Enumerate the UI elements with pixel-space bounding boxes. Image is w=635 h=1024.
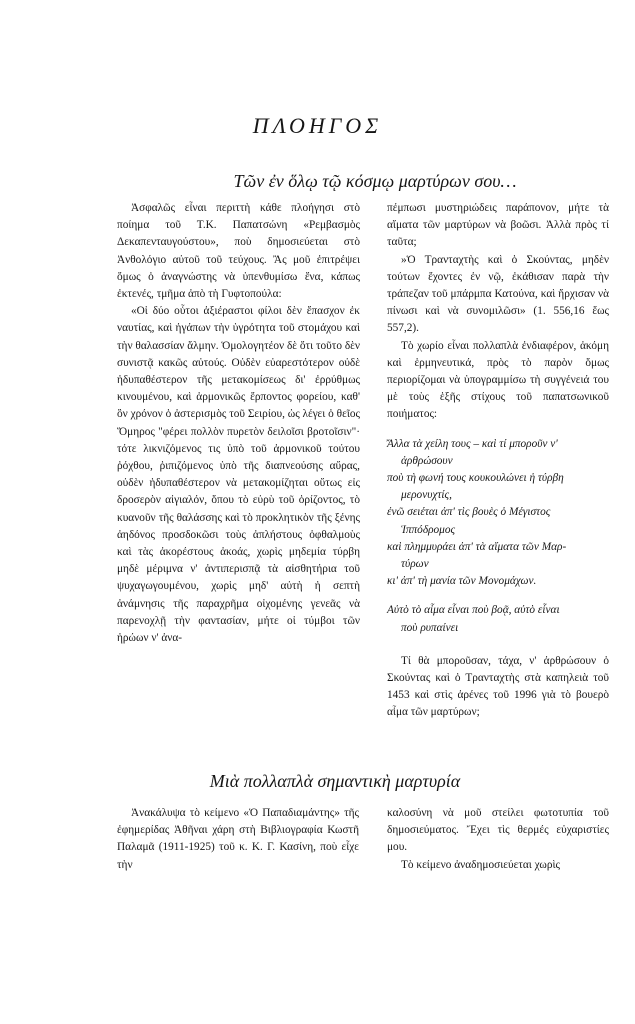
poem-line: ποὺ ρυπαίνει — [401, 621, 459, 634]
paragraph-discovery: Ἀνακάλυψα τὸ κείμενο «Ὁ Παπαδιαμάντης» τῆς ἐφημερίδας Ἀθῆναι χάρη στὴ Βιβλιογραφία Κωστῆ Παλαμᾶ (1911-1925) τοῦ κ. Κ. Γ. Κασίνη, ποὺ εἶχε τὴν — [117, 807, 359, 871]
poem-line: μερονυχτίς, — [401, 489, 452, 502]
column-left-top — [117, 200, 360, 647]
paragraph-quotation: «Οἱ δύο οὗτοι ἀξιέραστοι φίλοι δὲν ἔπασχον ἐκ ναυτίας, καὶ ἠγάπων τὴν ὑγρότητα τοῦ στομάχου καὶ τὴν θαλασσίαν ἅλμην. Ὁμολογητέον δὲ ὅτι τοῦτο δὲν συνιστᾷ κακῶς αὐτούς. Οὐδὲν εὐαρεστότερον οὐδὲ ἡδυπαθέστερον τῆς μετακομίσεως δι' ἐρρύθμως κινουμένου, καὶ ἁρμονικῶς ἕρποντος φορείου, καθ' ὃν χρόνον ὁ ἀστερισμὸς τοῦ Σειρίου, ὡς λέγει ὁ θεῖος Ὅμηρος "φέρει πολλὸν πυρετὸν δειλοῖσι βροτοῖσιν"· τότε λικνιζόμενος τις ὑπὸ τοῦ ἁρμονικοῦ τούτου ῥόχθου, ῥιπιζόμενος ὑπὸ τῆς διαπνεούσης αὔρας, οὐδὲν ἡδυπαθέστερον νὰ μετακομίζηται οὕτως εἰς δροσερὸν αἰγιαλόν, ὅπου τὸ εὐρὺ τοῦ ὁρίζοντος, τὸ κυανοῦν τῆς θαλάσσης καὶ τὸ προκλητικὸν τῆς ξένης ἀηδόνος προσδοκῶσι τοὺς ἀπλήστους ὀφθαλμοὺς καὶ τὰς ἀκορέστους ἀκοάς, χωρὶς μηδεμία τύρβη μηδὲ μέριμνα ν' ἀντιπερισπᾷ τὰ αἰσθητήρια τοῦ ψυχαγωγουμένου, χωρὶς μηδ' αὐτὴ ἡ σεπτὴ ἀνάμνησις τῆς παραχρῆμα οἰχομένης γενεᾶς νὰ παρενοχλῇ τὴν φαντασίαν, μήτε οἱ τύμβοι τῶν ἡρώων ν' ἀνα- — [117, 305, 360, 645]
poem-line: ποὺ τὴ φωνή τους κουκουλώνει ἡ τύρβη — [387, 472, 564, 485]
poem-line: καὶ πλημμυράει ἀπ' τὰ αἵματα τῶν Μαρ- — [387, 540, 567, 553]
poem-line: κι' ἀπ' τὴ μανία τῶν Μονομάχων. — [387, 575, 537, 588]
poem-line: ἀρθρώσουν — [401, 454, 453, 467]
section-title: ΠΛΟΗΓΟΣ — [252, 113, 383, 138]
paragraph-intro: Ἀσφαλῶς εἶναι περιττὴ κάθε πλοήγησι στὸ ποίημα τοῦ Τ.Κ. Παπατσώνη «Ρεμβασμὸς Δεκαπενταυγούστου», ποὺ δημοσιεύεται στὸ Ἀνθολόγιο αὐτοῦ τοῦ τεύχους. Ἂς μοῦ ἐπιτρέψει ὅμως ὁ ἀναγνώστης νὰ ὑπενθυμίσω ἕνα, κάπως ἐκτενές, τμῆμα ἀπὸ τὴ Γυφτοπούλα: — [117, 202, 360, 301]
poem-excerpt-1 — [387, 436, 609, 591]
poem-line: ἐνῶ σειέται ἀπ' τὶς βουὲς ὁ Μέγιστος — [387, 506, 551, 519]
paragraph-quotation-cont: πέμπωσι μυστηριώδεις παράπονον, μήτε τὰ αἵματα τῶν μαρτύρων νὰ βοῶσι. Ἀλλὰ πρὸς τί ταῦτα; — [387, 202, 609, 249]
paragraph-thanks: καλοσύνη νὰ μοῦ στείλει φωτοτυπία τοῦ δημοσιεύματος. Ἔχει τὶς θερμές εὐχαριστίες μου. — [387, 807, 609, 854]
poem-line: τύρων — [401, 558, 429, 571]
paragraph-commentary: Τὸ χωρίο εἶναι πολλαπλὰ ἐνδιαφέρον, ἀκόμη καὶ ἑρμηνευτικά, πρὸς τὸ παρὸν ὅμως περιορίζομαι νὰ ὑπογραμμίσω τὴ συγγένειά του μὲ τοὺς ἑξῆς στίχους τοῦ παπατσωνικοῦ ποιήματος: — [387, 339, 609, 421]
article-heading-testimony: Μιὰ πολλαπλὰ σημαντικὴ μαρτυρία — [209, 771, 461, 791]
poem-line: Αὐτὸ τὸ αἷμα εἶναι ποὺ βοᾷ, αὐτὸ εἶναι — [387, 604, 560, 617]
column-right-top — [387, 200, 609, 722]
poem-excerpt-2 — [387, 602, 609, 636]
poem-line: Ἱππόδρομος — [401, 523, 456, 536]
poem-line: Ἄλλα τὰ χείλη τους – καὶ τί μποροῦν ν' — [387, 437, 558, 450]
column-left-bottom — [117, 805, 359, 874]
paragraph-question: Τί θὰ μποροῦσαν, τάχα, ν' ἀρθρώσουν ὁ Σκούντας καὶ ὁ Τρανταχτὴς στὰ καπηλειὰ τοῦ 1453 καὶ στὶς ἀρένες τοῦ 1996 γιὰ τὸ βουερὸ αἷμα τῶν μαρτύρων; — [387, 654, 609, 719]
column-right-bottom — [387, 805, 609, 874]
paragraph-republication: Τὸ κείμενο ἀναδημοσιεύεται χωρὶς — [401, 858, 560, 871]
paragraph-quotation-end: »Ὁ Τρανταχτὴς καὶ ὁ Σκούντας, μηδὲν τούτων ἔχοντες ἐν νῷ, ἐκάθισαν παρὰ τὴν τράπεζαν τοῦ μπάρμπα Κατούνα, καὶ ἤρχισαν νὰ πίνωσι καὶ νὰ συνομιλῶσι» (1. 556,16 ἕως 557,2). — [387, 253, 609, 335]
article-heading-martyrs: Τῶν ἐν ὅλῳ τῷ κόσμῳ μαρτύρων σου… — [233, 171, 517, 191]
